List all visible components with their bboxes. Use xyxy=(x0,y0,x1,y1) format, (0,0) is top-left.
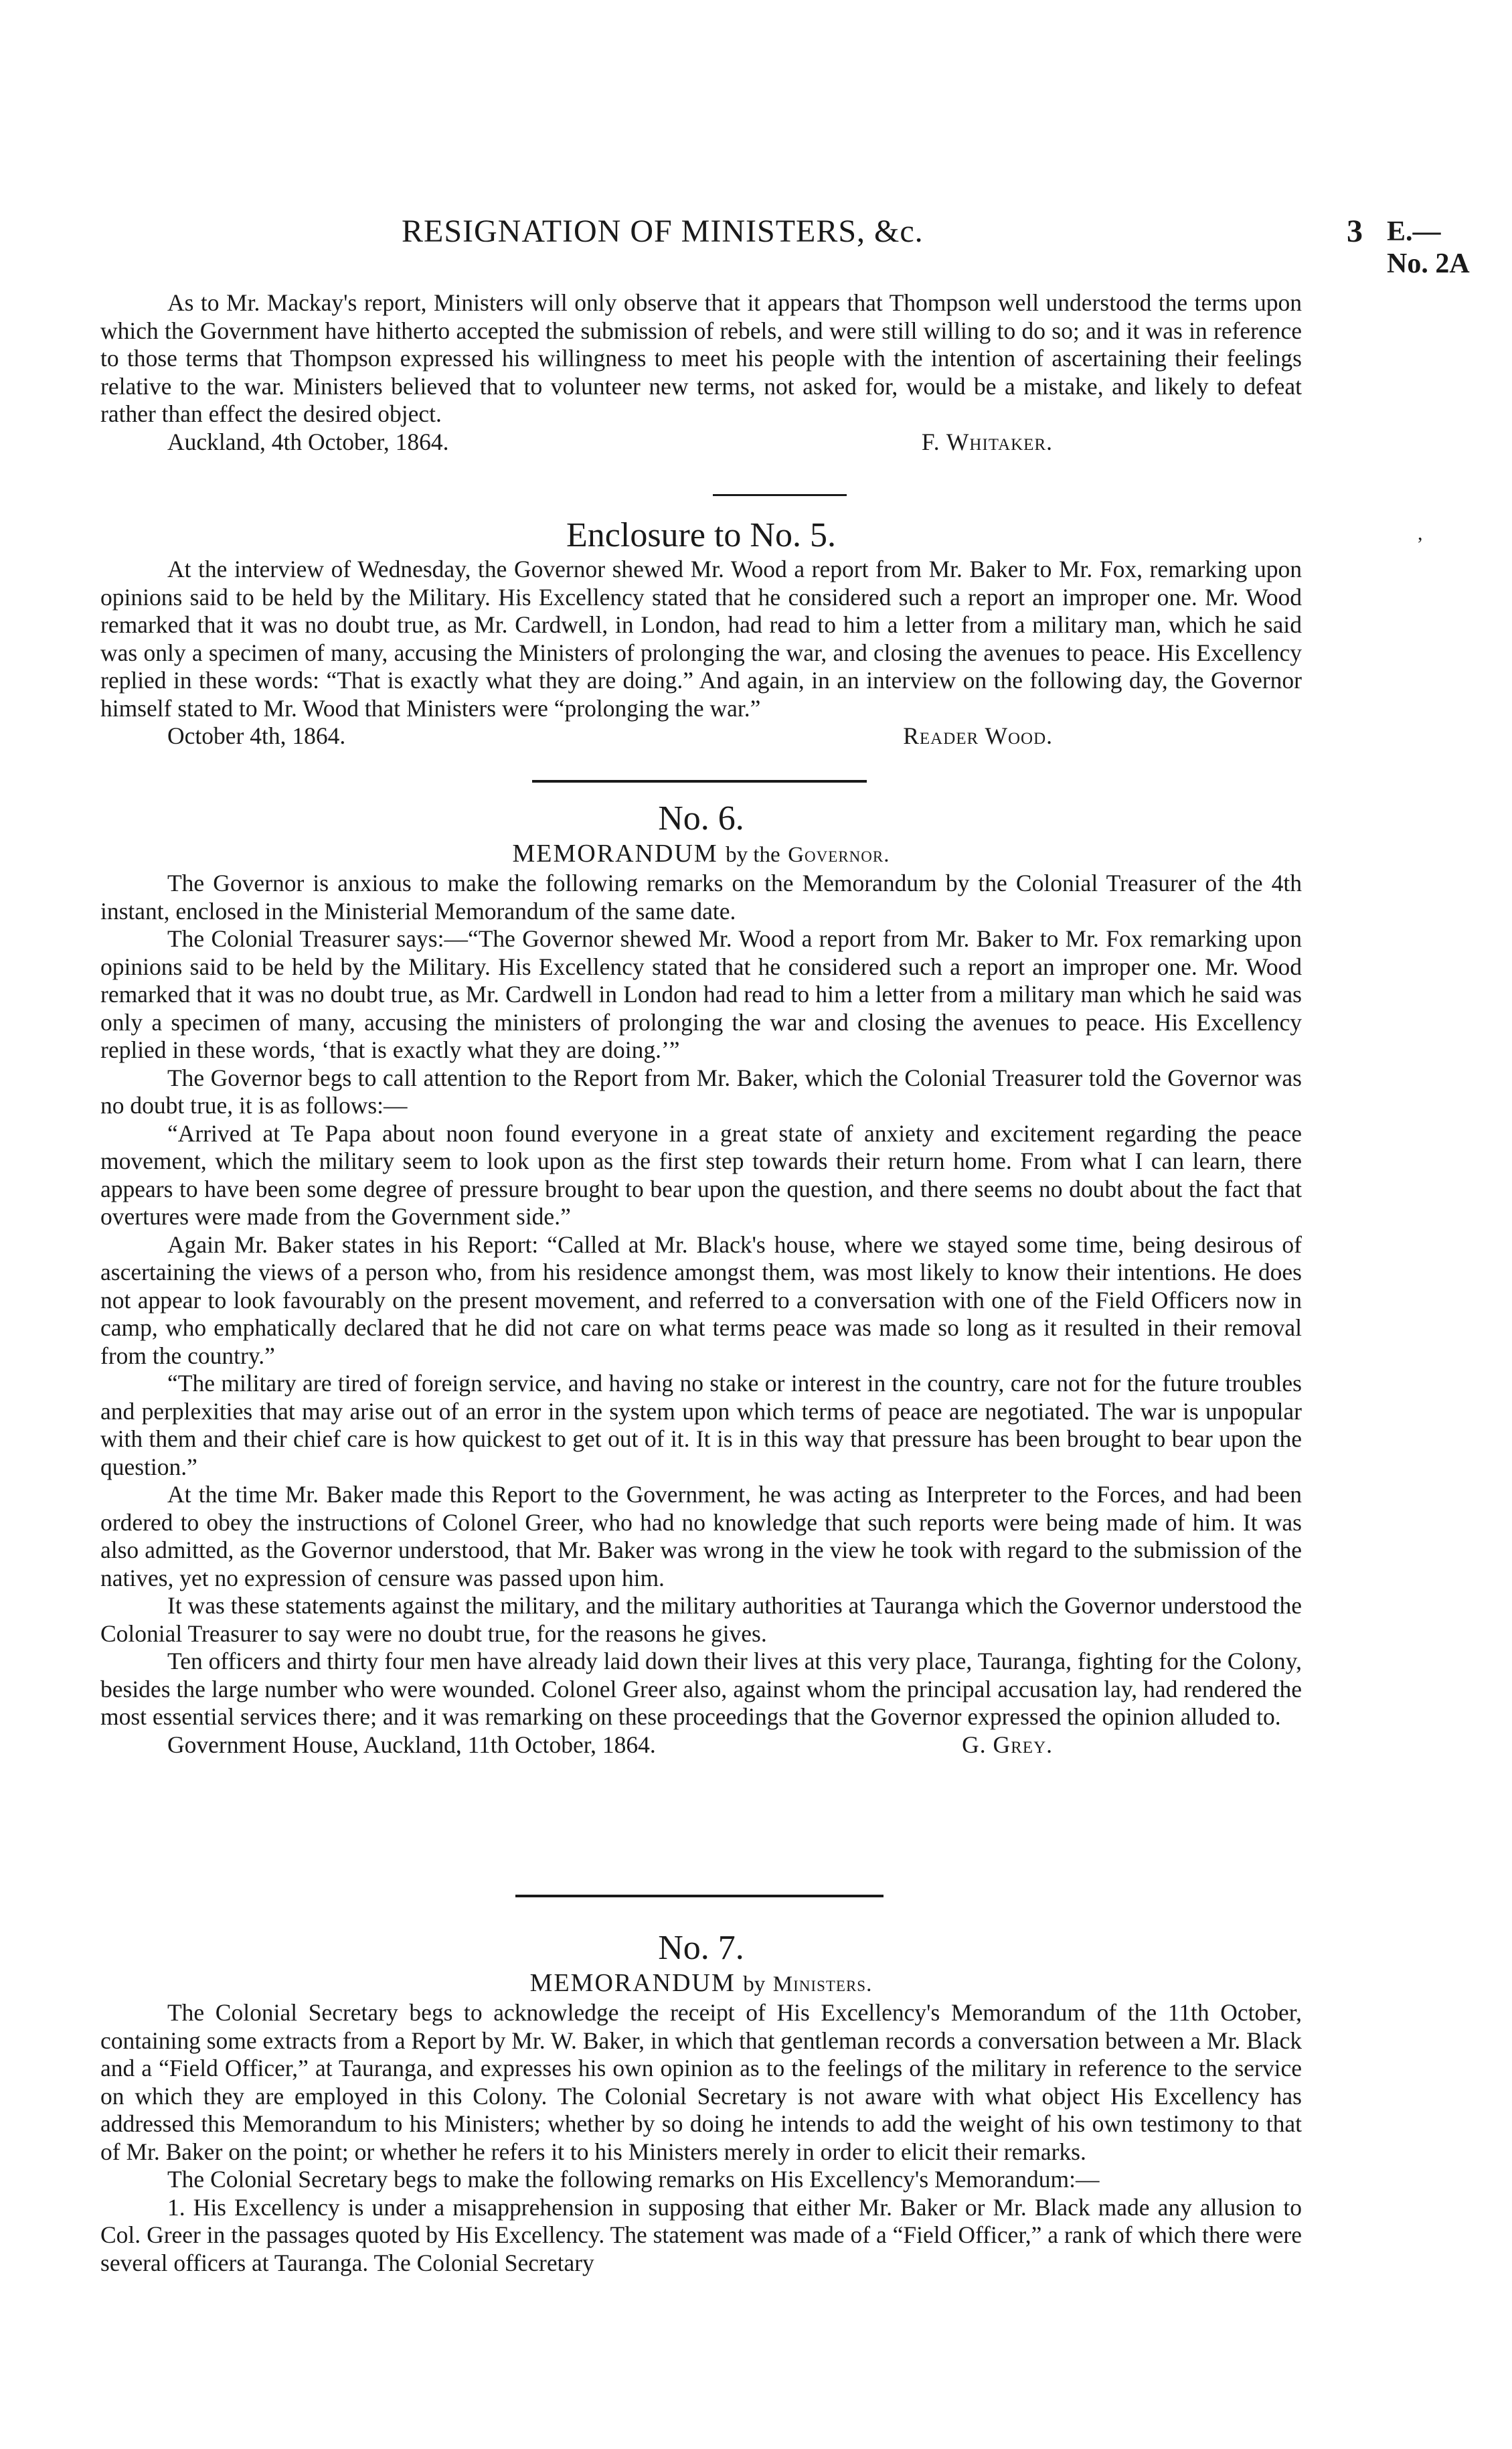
body-paragraph: 1. His Excellency is under a misapprehension in supposing that either Mr. Baker or Mr. Black made any allusion to Col. Greer in the passages quoted by His Excellency. The statement was made of a “Field Officer,” a rank of which there were several officers at Tauranga. The Colonial Secretary xyxy=(100,2193,1302,2276)
signature-line xyxy=(100,1731,1302,1759)
section-heading: No. 7. xyxy=(658,1929,744,1967)
section-heading: Enclosure to No. 5. xyxy=(566,516,836,554)
document-code: E.—No. 2A xyxy=(1387,216,1470,279)
place-date: Government House, Auckland, 11th October, 1864. xyxy=(167,1731,656,1758)
subheading-who: Ministers. xyxy=(772,1972,873,1996)
body-paragraph: The Governor is anxious to make the following remarks on the Memorandum by the Colonial Treasurer of the 4th instant, enclosed in the Ministerial Memorandum of the same date. xyxy=(100,870,1302,925)
section-no-6 xyxy=(100,799,1302,1759)
margin-mark: , xyxy=(1418,522,1423,544)
subheading-main: MEMORANDUM xyxy=(529,1969,736,1997)
section-ministers-reply xyxy=(100,289,1302,456)
place-date: Auckland, 4th October, 1864. xyxy=(167,428,449,455)
signature: G. Grey. xyxy=(962,1731,1053,1758)
body-paragraph: Ten officers and thirty four men have already laid down their lives at this very place, Tauranga, fighting for the Colony, besides the large number who were wounded. Colonel Greer also, against whom the principal accusation lay, had rendered the most essential services there; and it was remarking on these proceedings that the Governor expressed the opinion alluded to. xyxy=(100,1648,1302,1730)
quoted-paragraph: “The military are tired of foreign service, and having no stake or interest in the country, care not for the future troubles and perplexities that may arise out of an error in the system upon which terms of peace are negotiated. The war is unpopular with them and their chief care is how quickest to get out of it. It is in this way that pressure has been brought to bear upon the question.” xyxy=(100,1370,1302,1480)
subheading-who: Governor. xyxy=(788,843,890,867)
section-divider xyxy=(515,1895,884,1897)
memorandum-subheading xyxy=(100,1968,1302,1999)
body-paragraph: At the time Mr. Baker made this Report to the Government, he was acting as Interpreter to the Forces, and had been ordered to obey the instructions of Colonel Greer, who had no knowledge that such reports were being made of him. It was also admitted, as the Governor understood, that Mr. Baker was wrong in the view he took with regard to the submission of the natives, yet no expression of censure was passed upon him. xyxy=(100,1481,1302,1591)
section-heading: No. 6. xyxy=(658,799,744,838)
page-number: 3 xyxy=(1347,214,1363,249)
memorandum-subheading xyxy=(100,839,1302,870)
section-divider xyxy=(532,780,867,783)
section-enclosure xyxy=(100,516,1302,750)
body-paragraph: The Governor begs to call attention to the Report from Mr. Baker, which the Colonial Treasurer told the Governor was no doubt true, it is as follows:— xyxy=(100,1064,1302,1119)
signature: F. Whitaker. xyxy=(921,428,1053,455)
section-divider xyxy=(713,494,847,496)
running-title: RESIGNATION OF MINISTERS, &c. xyxy=(402,214,924,249)
body-paragraph: It was these statements against the military, and the military authorities at Tauranga which the Governor understood the Colonial Treasurer to say were no doubt true, for the reasons he gives. xyxy=(100,1592,1302,1647)
subheading-by: by the xyxy=(726,843,780,867)
quoted-paragraph: “Arrived at Te Papa about noon found everyone in a great state of anxiety and excitement regarding the peace movement, which the military seem to look upon as the first step towards their return home. From what I can learn, there appears to have been some degree of pressure brought to bear upon the question, and there seems no doubt about the fact that overtures were made from the Government side.” xyxy=(100,1119,1302,1230)
signature-line xyxy=(100,428,1302,457)
body-paragraph: At the interview of Wednesday, the Governor shewed Mr. Wood a report from Mr. Baker to Mr. Fox, remarking upon opinions said to be held by the Military. His Excellency stated that he considered such a report an improper one. Mr. Wood remarked that it was no doubt true, as Mr. Cardwell, in London, had read to him a letter from a military man, which he said was only a specimen of many, accusing the Ministers of prolonging the war, and closing the avenues to peace. His Excellency replied in these words: “That is exactly what they are doing.” And again, in an interview on the following day, the Governor himself stated to Mr. Wood that Ministers were “prolonging the war.” xyxy=(100,556,1302,722)
subheading-by: by xyxy=(743,1972,766,1996)
body-paragraph: The Colonial Secretary begs to acknowledge the receipt of His Excellency's Memorandum of the 11th October, containing some extracts from a Report by Mr. W. Baker, in which that gentleman records a conversation between a Mr. Black and a “Field Officer,” at Tauranga, and expresses his own opinion as to the feelings of the military in reference to the service on which they are employed in this Colony. The Colonial Secretary is not aware with what object His Excellency has addressed this Memorandum to his Ministers; whether by so doing he intends to add the weight of his own testimony to that of Mr. Baker on the point; or whether he refers it to his Ministers merely in order to elicit their remarks. xyxy=(100,1999,1302,2165)
body-paragraph: As to Mr. Mackay's report, Ministers will only observe that it appears that Thompson well understood the terms upon which the Government have hitherto accepted the submission of rebels, and were still willing to do so; and it was in reference to those terms that Thompson expressed his willingness to meet his people with the intention of ascertaining their feelings relative to the war. Ministers believed that to volunteer new terms, not asked for, would be a mistake, and likely to defeat rather than effect the desired object. xyxy=(100,289,1302,427)
running-header xyxy=(100,213,1479,279)
date: October 4th, 1864. xyxy=(167,722,346,749)
signature: Reader Wood. xyxy=(903,722,1053,749)
section-no-7 xyxy=(100,1928,1302,2277)
signature-line xyxy=(100,722,1302,750)
subheading-main: MEMORANDUM xyxy=(512,840,718,868)
body-paragraph: The Colonial Treasurer says:—“The Governor shewed Mr. Wood a report from Mr. Baker to Mr. Fox remarking upon opinions said to be held by the Military. His Excellency stated that he considered such a report an improper one. Mr. Wood remarked that it was no doubt true, as Mr. Cardwell in London had read to him a letter from a military man which he said was only a specimen of many, accusing the ministers of prolonging the war and closing the avenues to peace. His Excellency replied in these words, ‘that is exactly what they are doing.’” xyxy=(100,925,1302,1063)
body-paragraph: Again Mr. Baker states in his Report: “Called at Mr. Black's house, where we stayed some time, being desirous of ascertaining the views of a person who, from his residence amongst them, was most likely to know their intentions. He does not appear to look favourably on the present movement, and referred to a conversation with one of the Field Officers now in camp, who emphatically declared that he did not care on what terms peace was made so long as it resulted in their removal from the country.” xyxy=(100,1231,1302,1369)
body-paragraph: The Colonial Secretary begs to make the following remarks on His Excellency's Memorandum:— xyxy=(167,2166,1100,2193)
